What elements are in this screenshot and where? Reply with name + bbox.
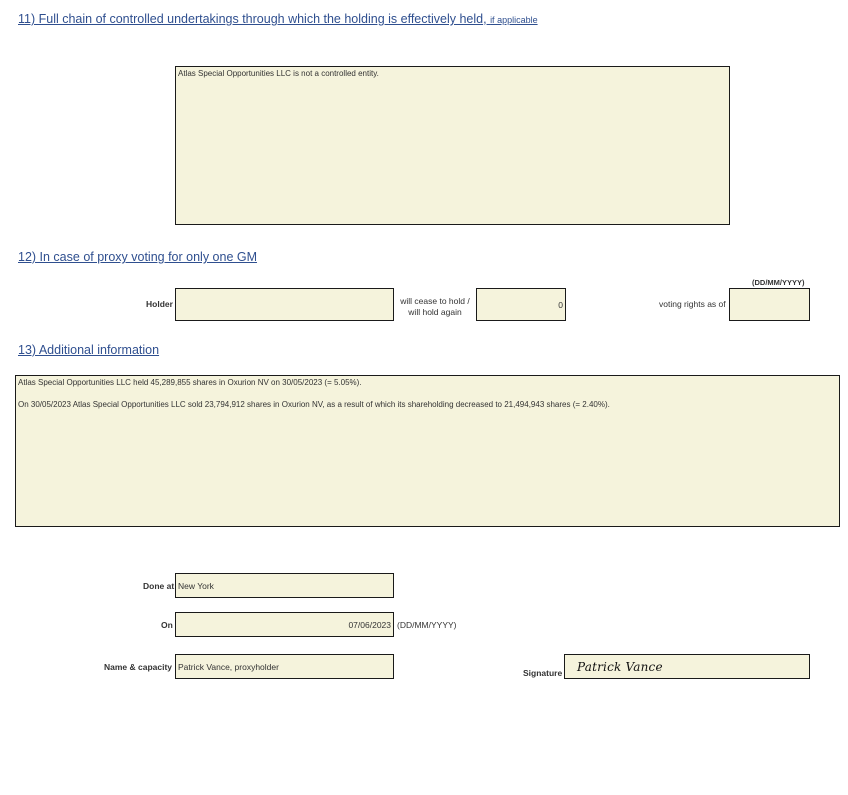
name-capacity-field[interactable] xyxy=(175,654,394,679)
on-date-field[interactable] xyxy=(175,612,394,637)
section-11-title-suffix: , xyxy=(483,12,491,26)
done-at-label: Done at xyxy=(143,581,175,591)
controlled-chain-text: Atlas Special Opportunities LLC is not a controlled entity. xyxy=(178,69,379,78)
quantity-field[interactable] xyxy=(476,288,566,321)
section-11-note: if applicable xyxy=(490,15,538,25)
date-format-label: (DD/MM/YYYY) xyxy=(752,278,805,287)
signature-value: Patrick Vance xyxy=(577,659,663,674)
controlled-chain-textarea[interactable] xyxy=(175,66,730,225)
name-capacity-value: Patrick Vance, proxyholder xyxy=(178,661,279,672)
additional-info-line-1: Atlas Special Opportunities LLC held 45,289,855 shares in Oxurion NV on 30/05/2023 (= 5.05%). xyxy=(18,378,362,387)
section-12-title: 12) In case of proxy voting for only one GM xyxy=(18,250,258,264)
section-13-title: 13) Additional information xyxy=(18,343,160,357)
cease-hold-label xyxy=(396,296,474,317)
cease-hold-line1: will cease to hold / xyxy=(400,296,470,306)
section-11-title: 11) Full chain of controlled undertakings through which the holding is effectively held xyxy=(18,12,484,26)
cease-hold-line2: will hold again xyxy=(408,306,462,317)
on-label: On xyxy=(161,620,173,630)
on-date-format: (DD/MM/YYYY) xyxy=(397,620,457,630)
signature-field[interactable] xyxy=(564,654,810,679)
voting-date-field[interactable] xyxy=(729,288,810,321)
additional-info-textarea[interactable] xyxy=(15,375,840,527)
holder-label: Holder xyxy=(146,299,173,309)
section-11-heading xyxy=(18,12,538,26)
name-capacity-label: Name & capacity xyxy=(104,662,173,672)
quantity-value: 0 xyxy=(558,299,563,310)
signature-label: Signature xyxy=(523,668,563,678)
voting-rights-label: voting rights as of xyxy=(659,299,726,309)
on-date-value: 07/06/2023 xyxy=(348,619,391,630)
additional-info-line-2: On 30/05/2023 Atlas Special Opportunities LLC sold 23,794,912 shares in Oxurion NV, as a result of which its shareholding decreased to 21,494,943 shares (= 2.40%). xyxy=(18,400,610,409)
holder-field[interactable] xyxy=(175,288,394,321)
done-at-field[interactable] xyxy=(175,573,394,598)
done-at-value: New York xyxy=(178,580,214,591)
